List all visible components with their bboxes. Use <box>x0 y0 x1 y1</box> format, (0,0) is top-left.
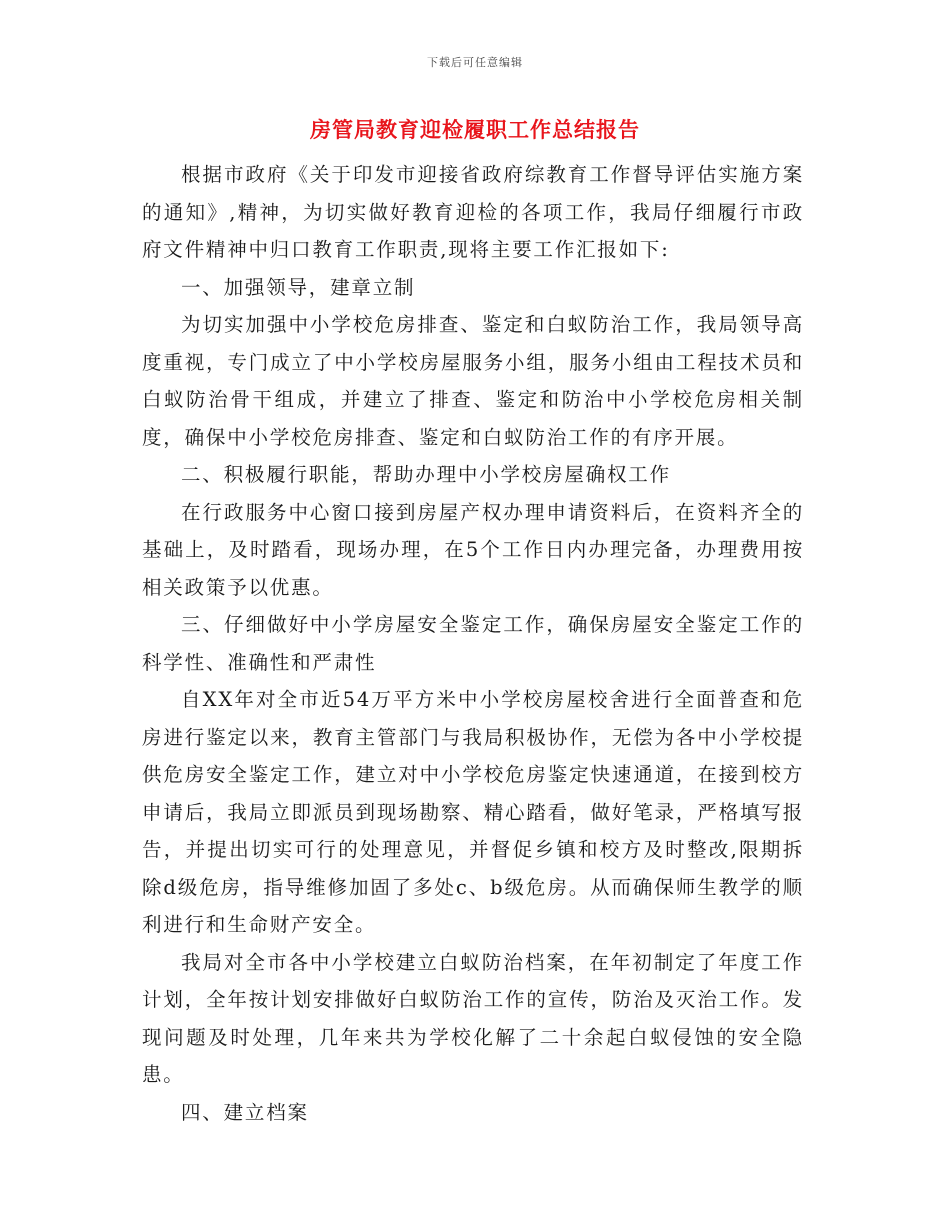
document-body <box>142 156 804 1131</box>
paragraph-section-3a: 自XX年对全市近54万平方米中小学校房屋校舍进行全面普查和危房进行鉴定以来，教育主管部门与我局积极协作，无偿为各中小学校提供危房安全鉴定工作，建立对中小学校危房鉴定快速通道，在接到校方申请后，我局立即派员到现场勘察、精心踏看，做好笔录，严格填写报告，并提出切实可行的处理意见，并督促乡镇和校方及时整改,限期拆除d级危房，指导维修加固了多处c、b级危房。从而确保师生教学的顺利进行和生命财产安全。 <box>142 688 804 936</box>
section-heading-2: 二、积极履行职能，帮助办理中小学校房屋确权工作 <box>181 463 671 486</box>
paragraph-section-1: 为切实加强中小学校危房排查、鉴定和白蚁防治工作，我局领导高度重视，专门成立了中小学校房屋服务小组，服务小组由工程技术员和白蚁防治骨干组成，并建立了排查、鉴定和防治中小学校危房相关制度，确保中小学校危房排查、鉴定和白蚁防治工作的有序开展。 <box>142 313 804 449</box>
section-heading-3: 三、仔细做好中小学房屋安全鉴定工作，确保房屋安全鉴定工作的科学性、准确性和严肃性 <box>142 613 804 674</box>
paragraph-section-3b: 我局对全市各中小学校建立白蚁防治档案，在年初制定了年度工作计划，全年按计划安排做好白蚁防治工作的宣传，防治及灭治工作。发现问题及时处理，几年来共为学校化解了二十余起白蚁侵蚀的安全隐患。 <box>142 950 804 1086</box>
section-heading-4: 四、建立档案 <box>181 1100 309 1124</box>
header-note: 下载后可任意编辑 <box>427 56 523 69</box>
paragraph-section-2: 在行政服务中心窗口接到房屋产权办理申请资料后，在资料齐全的基础上，及时踏看，现场办理，在5个工作日内办理完备，办理费用按相关政策予以优惠。 <box>142 500 804 599</box>
document-title: 房管局教育迎检履职工作总结报告 <box>310 117 640 142</box>
paragraph-intro: 根据市政府《关于印发市迎接省政府综教育工作督导评估实施方案的通知》,精神，为切实做好教育迎检的各项工作，我局仔细履行市政府文件精神中归口教育工作职责,现将主要工作汇报如下: <box>142 163 804 261</box>
section-heading-1: 一、加强领导，建章立制 <box>181 275 416 299</box>
